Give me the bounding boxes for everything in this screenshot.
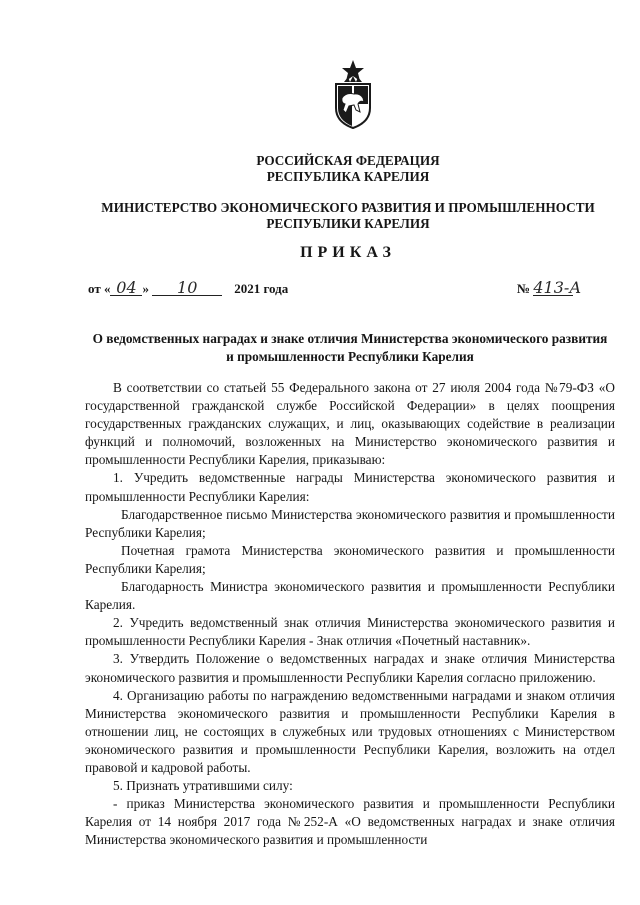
order-subject: О ведомственных наградах и знаке отличия Министерства экономического развития и промышленности Республики Карелия — [92, 331, 608, 364]
date-year: 2021 года — [234, 281, 289, 296]
date-mid: » — [142, 281, 149, 296]
item-1-award-gratitude: Благодарность Министра экономического развития и промышленности Республики Карелия. — [85, 579, 615, 613]
handwritten-month: 10 — [152, 281, 222, 296]
item-2: 2. Учредить ведомственный знак отличия Министерства экономического развития и промышленности Республики Карелия - Знак отличия «Почетный наставник». — [85, 615, 615, 649]
ministry-heading-line1: МИНИСТЕРСТВО ЭКОНОМИЧЕСКОГО РАЗВИТИЯ И ПРОМЫШЛЕННОСТИ — [101, 200, 595, 215]
item-1-award-letter: Благодарственное письмо Министерства экономического развития и промышленности Республики Карелия; — [85, 506, 615, 540]
order-date — [88, 278, 289, 297]
order-number — [517, 278, 582, 297]
republic-heading: РЕСПУБЛИКА КАРЕЛИЯ — [266, 169, 430, 184]
preamble-paragraph: В соответствии со статьей 55 Федерального закона от 27 июля 2004 года №79-ФЗ «О государственной гражданской службе Российской Федерации» в целях поощрения государственных гражданских служащих, и лиц, оказывающих содействие в реализации функций и полномочий, возложенных на Министерство экономического развития и промышленности Республики Карелия, приказываю: — [85, 380, 615, 468]
number-prefix: № — [517, 281, 531, 296]
handwritten-number: 413-А — [533, 278, 582, 297]
item-4: 4. Организацию работы по награждению ведомственными наградами и знаком отличия Министерства экономического развития и промышленности Республики Карелия в отношении лиц, не состоящих в служебных или трудовых отношениях с Министерством экономического развития и промышленности Республики Карелия, возложить на отдел правовой и кадровой работы. — [85, 687, 615, 775]
item-5-repealed-order: - приказ Министерства экономического развития и промышленности Республики Карелия от 14 ноября 2017 года №252-А «О ведомственных наградах и знаке отличия Министерства экономического развития и промышленности — [85, 796, 615, 848]
item-1: 1. Учредить ведомственные награды Министерства экономического развития и промышленности Республики Карелия: — [85, 470, 615, 504]
country-heading: РОССИЙСКАЯ ФЕДЕРАЦИЯ — [256, 153, 440, 168]
coat-of-arms-icon — [330, 58, 376, 130]
ministry-heading-line2: РЕСПУБЛИКИ КАРЕЛИЯ — [266, 216, 430, 231]
document-type-title: ПРИКАЗ — [300, 244, 396, 261]
item-3: 3. Утвердить Положение о ведомственных наградах и знаке отличия Министерства экономического развития и промышленности Республики Карелия согласно приложению. — [85, 651, 615, 685]
order-body — [85, 379, 615, 849]
item-5: 5. Признать утратившими силу: — [113, 778, 293, 794]
item-1-award-certificate: Почетная грамота Министерства экономического развития и промышленности Республики Карелия; — [85, 542, 615, 576]
handwritten-day: 04 — [110, 281, 142, 296]
date-prefix: от « — [88, 281, 111, 296]
